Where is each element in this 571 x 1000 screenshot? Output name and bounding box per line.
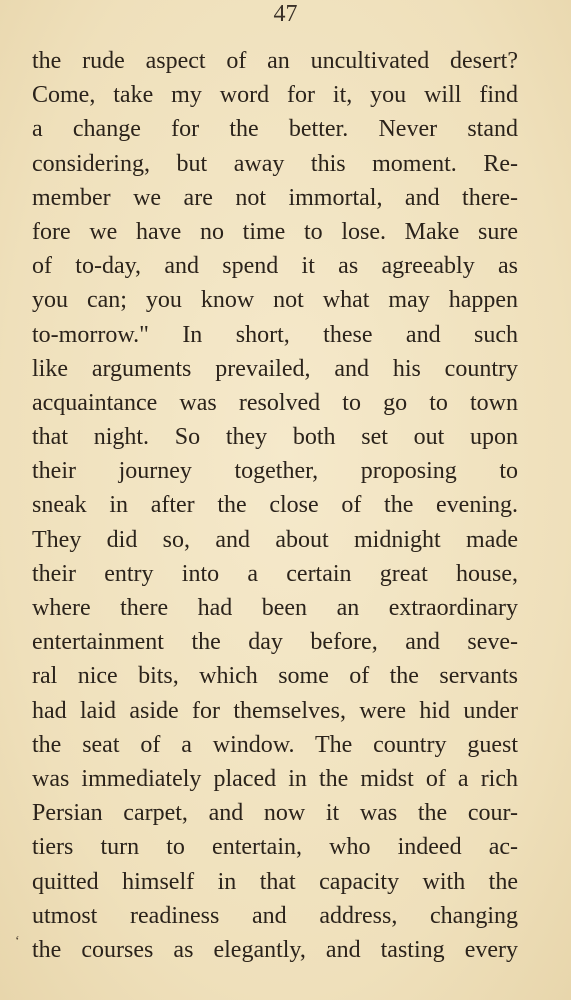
text-line-8: you can; you know not what may happen xyxy=(32,287,518,314)
text-line-25: quitted himself in that capacity with the xyxy=(32,868,518,895)
stray-ink-mark: ʻ xyxy=(15,934,20,949)
text-line-26: utmost readiness and address, changing xyxy=(32,902,518,929)
text-line-9: to-morrow." In short, these and such xyxy=(32,321,518,348)
text-line-17: where there had been an extraordinary xyxy=(32,595,518,621)
text-line-1: the rude aspect of an uncultivated desert? xyxy=(32,48,518,74)
text-line-14: sneak in after the close of the evening. xyxy=(32,492,518,519)
text-line-21: the seat of a window. The country guest xyxy=(32,731,518,758)
text-line-13: their journey together, proposing to xyxy=(32,458,518,485)
text-line-27: the courses as elegantly, and tasting every xyxy=(32,936,518,963)
page-number: 47 xyxy=(273,1,298,27)
text-line-23: Persian carpet, and now it was the cour- xyxy=(32,800,518,827)
body-text xyxy=(32,44,518,967)
text-line-5: member we are not immortal, and there- xyxy=(32,184,518,211)
text-line-20: had laid aside for themselves, were hid under xyxy=(32,697,518,724)
text-line-3: a change for the better. Never stand xyxy=(32,116,518,143)
text-line-24: tiers turn to entertain, who indeed ac- xyxy=(32,834,518,861)
text-line-10: like arguments prevailed, and his country xyxy=(32,355,518,382)
text-line-16: their entry into a certain great house, xyxy=(32,560,518,587)
text-line-6: fore we have no time to lose. Make sure xyxy=(32,218,518,245)
text-line-2: Come, take my word for it, you will find xyxy=(32,82,518,109)
text-line-19: ral nice bits, which some of the servants xyxy=(32,663,518,690)
text-line-11: acquaintance was resolved to go to town xyxy=(32,389,518,416)
text-line-7: of to-day, and spend it as agreeably as xyxy=(32,253,518,280)
text-line-4: considering, but away this moment. Re- xyxy=(32,150,518,177)
text-line-15: They did so, and about midnight made xyxy=(32,526,518,553)
text-line-12: that night. So they both set out upon xyxy=(32,424,518,451)
text-line-18: entertainment the day before, and seve- xyxy=(32,629,518,656)
text-line-22: was immediately placed in the midst of a rich xyxy=(32,765,518,792)
